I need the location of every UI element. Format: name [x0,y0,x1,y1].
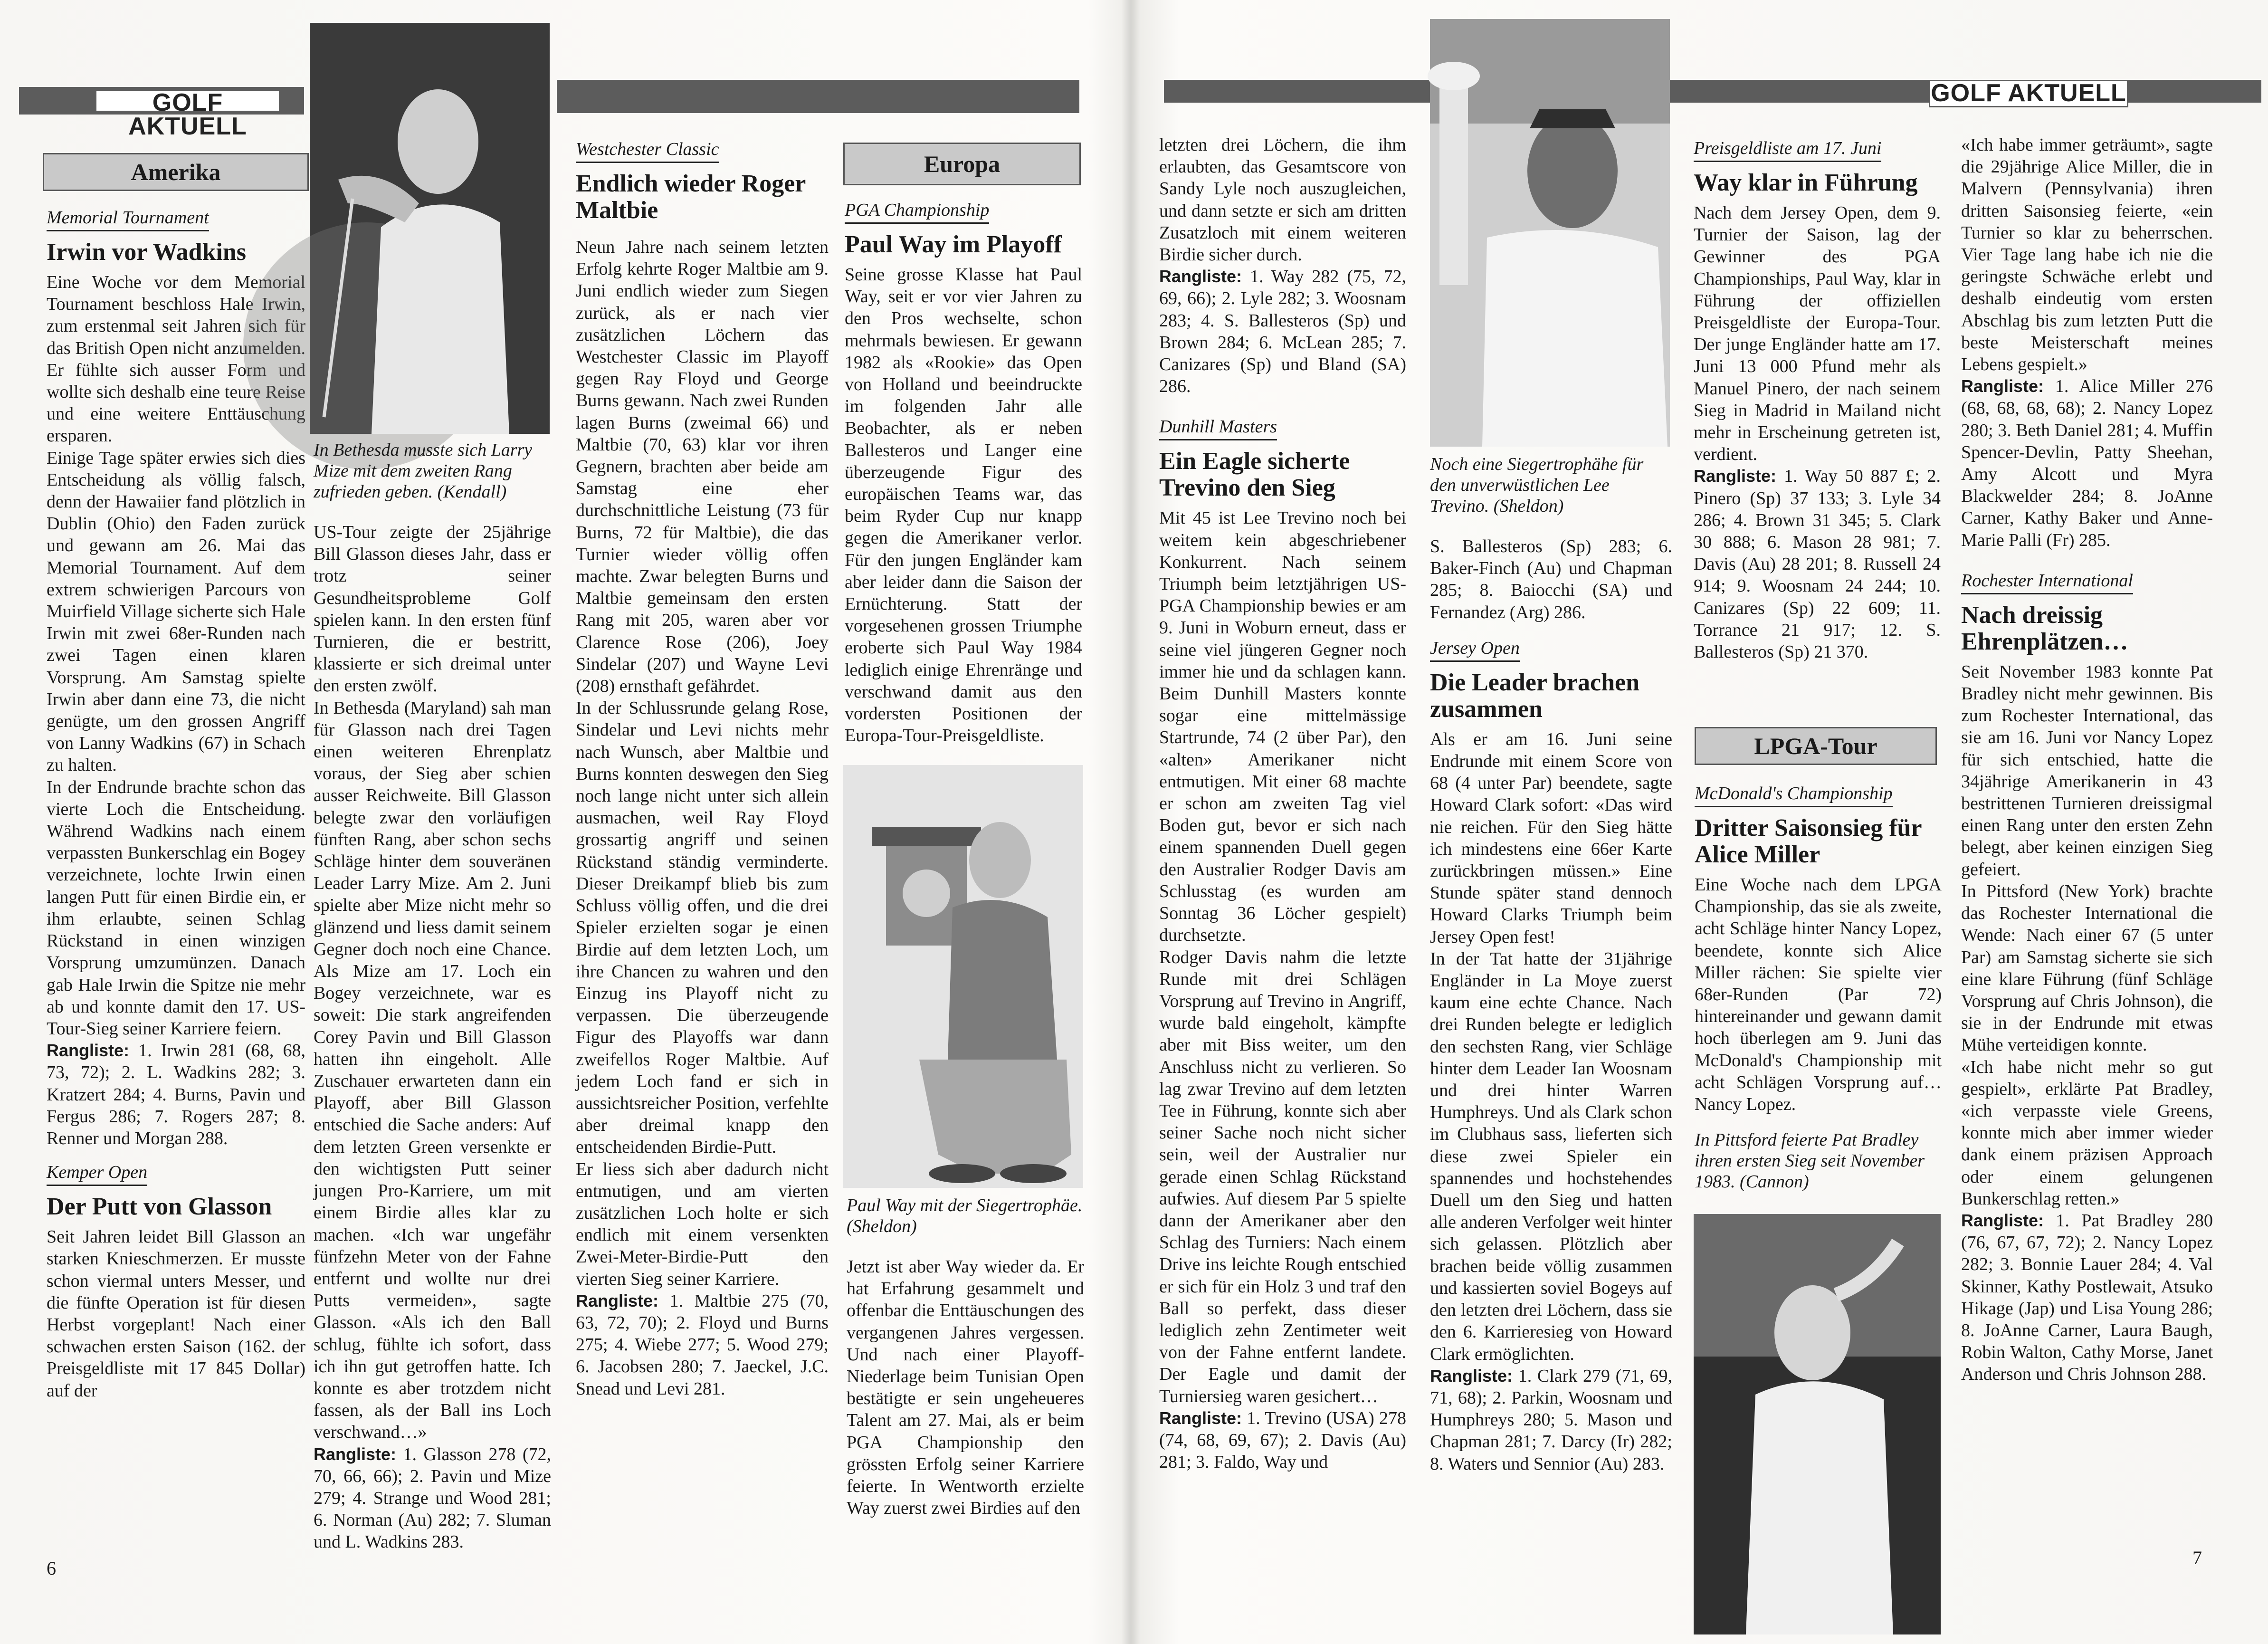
ranking-text: 1. Way 50 887 £; 2. Pinero (Sp) 37 133; 3. Lyle 34 286; 4. Brown 31 345; 5. Clark 30 888; 6. Mason 28 981; 7. Davis (Au) 28 201; 8. Russell 24 914; 9. Woosnam 24 244; 10. Canizares (Sp) 22 609; 11. Torrance 21 917; 12. S. Ballesteros (Sp) 21 370. [1694,466,1941,662]
paragraph: Rodger Davis nahm die letzte Runde mit drei Schlägen Vorsprung auf Trevino in Angriff, wurde bald eingeholt, kämpfte aber mit Biss weiter, um den Anschluss nicht zu verlieren. So lag zwar Trevino auf dem letzten Tee in Führung, konnte sich aber seiner Sache noch nicht sicher sein, weil der Australier nur gerade einen Schlag Rückstand aufwies. Auf diesem Par 5 spielte dann der Amerikaner aber den Schlag des Turniers: Nach einem Drive ins leichte Rough entschied er sich für ein Holz 3 und traf den Ball so perfekt, dass dieser lediglich zehn Zentimeter weit von der Fahne entfernt landete. Der Eagle und damit der Turniersieg waren gesichert… [1159,947,1406,1406]
ranking-text: 1. Irwin 281 (68, 68, 73, 72); 2. L. Wadkins 282; 3. Kratzert 284; 4. Burns, Pavin und Fergus 286; 7. Rogers 287; 8. Renner und Morgan 288. [47,1041,305,1148]
ranking-preisgeld [1694,465,1941,663]
column-4-lower [847,1195,1084,1519]
ranking-text: 1. Maltbie 275 (70, 63, 72, 70); 2. Floyd und Burns 275; 4. Wiebe 277; 5. Wood 279; 6. Jacobsen 280; 7. Jaeckel, J.C. Snead und Levi 281. [576,1290,829,1399]
ranking-label: Rangliste: [576,1290,659,1310]
article-preisgeld-body [1694,202,1941,465]
article-pga-body [845,264,1082,746]
headline-memorial: Irwin vor Wadkins [47,239,247,266]
column-2 [314,440,551,1552]
headline-dunhill: Ein Eagle sicherte Trevino den Sieg [1159,448,1350,502]
ranking-label: Rangliste: [1961,1210,2044,1230]
column-6 [1430,454,1672,1474]
article-rochester-body [1961,661,2213,1210]
column-4 [845,200,1082,760]
golfer-with-trophy [1430,19,1670,447]
ranking-dunhill [1159,1407,1406,1473]
photo-lee-trevino [1430,19,1670,447]
kicker-dunhill: Dunhill Masters [1159,416,1277,440]
paragraph: «Ich habe nicht mehr so gut gespielt», erklärte Pat Bradley, «ich verpasste viele Greens, konnte mich aber immer wieder dank einem präzisen Approach oder einem gelungenen Bunkerschlag retten.» [1961,1057,2213,1209]
photo-caption-trevino: Noch eine Siegertrophähe für den unverwüstlichen Lee Trevino. (Sheldon) [1430,454,1644,516]
headline-mcdonalds: Dritter Saisonsieg für Alice Miller [1695,814,1922,868]
paragraph: Seine grosse Klasse hat Paul Way, seit er vor vier Jahren zu den Pros wechselte, schon mehrmals bewiesen. Er gewann 1982 als «Rookie» das Open von Holland und beeindruckte im folgenden Jahr alle Beobachter, als er neben Ballesteros und Langer eine überzeugende Figur des europäischen Teams war, das beim Ryder Cup nur knapp gegen die Amerikaner verlor. Für den jungen Engländer kam aber leider dann die Saison der Ernüchterung. Statt der vorgesehenen grossen Triumphe eroberte sich Paul Way 1984 lediglich einige Ehrenränge und verschwand damit aus den vordersten Positionen der Europa-Tour-Preisgeldliste. [845,265,1082,746]
paragraph: In der Tat hatte der 31jährige Engländer in La Moye zuerst kaum eine echte Chance. Nach drei Runden belegte er lediglich den sechsten Rang, vier Schläge hinter dem Leader Ian Woosnam und drei hinter Warren Humphreys. Und als Clark schon im Clubhaus sass, lieferten sich diese zwei Spieler ein spannendes und hochstehendes Duell um den Sieg und hatten alle anderen Verfolger weit hinter sich gelassen. Plötzlich aber brachen beide völlig zusammen und kassierten soviel Bogeys auf den letzten drei Löchern, dass sie den 6. Karrieresieg von Howard Clark ermöglichten. [1430,948,1672,1364]
column-3 [576,139,829,1431]
photo-pat-bradley [1694,1214,1941,1634]
kicker-mcdonalds: McDonald's Championship [1695,783,1893,807]
article-miller-continued [1961,134,2213,375]
section-tag-left: GOLF AKTUELL [95,89,280,112]
headline-kemper: Der Putt von Glasson [47,1193,272,1221]
page-number-left: 6 [47,1558,56,1579]
ranking-kemper [314,1443,551,1553]
ranking-label: Rangliste: [47,1041,130,1061]
article-kemper-continued [314,521,551,1443]
photo-caption-bradley: In Pittsford feierte Pat Bradley ihren ersten Sieg seit November 1983. (Cannon) [1695,1130,1925,1192]
paragraph: Eine Woche vor dem Memorial Tournament beschloss Hale Irwin, zum erstenmal seit Jahren sich für das British Open nicht anzumelden. Er fühlte sich ausser Form und wollte sich deshalb eine teure Reise und eine weitere Enttäuschung ersparen. [47,272,305,446]
paragraph: «Ich habe immer geträumt», sagte die 29jährige Alice Miller, die in Malvern (Pennsylvania) ihren dritten Saisonsieg feierte, «ein Turnier so klar zu beherrschen. Vier Tage lang habe ich nie die geringste Schwäche erlebt und deshalb eindeutig vom ersten Abschlag bis zum letzten Putt die beste Meisterschaft meines Lebens gespielt.» [1961,135,2213,375]
headline-pga: Paul Way im Playoff [845,231,1062,258]
ranking-text: 1. Alice Miller 276 (68, 68, 68, 68); 2. Nancy Lopez 280; 3. Beth Daniel 281; 4. Muffin Spencer-Devlin, Patty Sheehan, Amy Alcott und Myra Blackwelder 284; 8. JoAnne Carner, Kathy Baker und Anne-Marie Palli (Fr) 285. [1961,376,2213,550]
paragraph: letzten drei Löchern, die ihm erlaubten, das Gesamtscore von Sandy Lyle noch auszugleichen, und dann setzte er sich am dritten Zusatzloch mit einem weiteren Birdie sicher durch. [1159,135,1406,265]
paragraph: Jetzt ist aber Way wieder da. Er hat Erfahrung gesammelt und offenbar die Enttäuschungen des vergangenen Jahres vergessen. Und nach einer Playoff-Niederlage beim Tunisian Open bestätigte er sein ungeheueres Talent am 27. Mai, als er beim PGA Championship den grössten Erfolg seiner Karriere feierte. In Wentworth erzielte Way zuerst zwei Birdies auf den [847,1257,1084,1519]
headline-westchester: Endlich wieder Roger Maltbie [576,170,806,224]
article-mcdonalds-body [1695,874,1942,1115]
paragraph: Seit November 1983 konnte Pat Bradley nicht mehr gewinnen. Bis zum Rochester International, das sie am 16. Juni vor Nancy Lopez für sich entschied, hatte die 34jährige Amerikanerin in 43 bestrittenen Turnieren dreissigmal einen Rang unter den ersten Zehn belegt, aber keinen einzigen Sieg gefeiert. [1961,661,2213,879]
headline-jersey: Die Leader brachen zusammen [1430,669,1639,723]
article-dunhill-body [1159,507,1406,1407]
kicker-jersey: Jersey Open [1430,638,1520,662]
golfer-silhouette [1694,1214,1941,1634]
paragraph: In Pittsford (New York) brachte das Rochester International die Wende: Nach einer 67 (5 unter Par) am Samstag sicherte sie sich eine klare Führung (fünf Schläge Vorsprung auf Chris Johnson), die sie in der Endrunde mit etwas Mühe verteidigen konnte. [1961,881,2213,1055]
ranking-text: 1. Clark 279 (71, 69, 71, 68); 2. Parkin, Woosnam und Humphreys 280; 5. Mason und Chapman 281; 7. Darcy (Ir) 282; 8. Waters und Sennior (Au) 283. [1430,1366,1672,1474]
ranking-label: Rangliste: [314,1444,397,1464]
headline-rochester: Nach dreissig Ehrenplätzen… [1961,601,2128,655]
kicker-pga: PGA Championship [845,200,989,224]
ranking-text: 1. Trevino (USA) 278 (74, 68, 69, 67); 2. Davis (Au) 281; 3. Faldo, Way und [1159,1408,1406,1472]
section-box-amerika: Amerika [43,153,309,191]
ranking-text: 1. Pat Bradley 280 (76, 67, 67, 72); 2. Nancy Lopez 282; 3. Bonnie Lauer 284; 4. Val Skinner, Kathy Postlewait, Atsuko Hikage (Jap) und Lisa Young 286; 8. JoAnne Carner, Laura Baugh, Robin Walton, Cathy Morse, Janet Anderson und Chris Johnson 288. [1961,1210,2213,1385]
page-number-right: 7 [2192,1547,2202,1568]
ranking-text: S. Ballesteros (Sp) 283; 6. Baker-Finch (Au) und Chapman 285; 8. Baiocchi (SA) und Fernandez (Arg) 286. [1430,536,1672,622]
ranking-label: Rangliste: [1430,1366,1513,1386]
article-kemper-body [47,1226,305,1402]
kicker-westchester: Westchester Classic [576,139,719,163]
ranking-label: Rangliste: [1159,1408,1242,1428]
kicker-memorial: Memorial Tournament [47,207,209,231]
paragraph: Als er am 16. Juni seine Endrunde mit einem Score von 68 (4 unter Par) beendete, sagte Howard Clark sofort: «Das wird nie reichen. Für den Sieg hätte ich mindestens eine 66er Karte zurückbringen müssen.» Eine Stunde später stand dennoch Howard Clarks Triumph beim Jersey Open fest! [1430,729,1672,947]
photo-caption-way: Paul Way mit der Siegertrophäe. (Sheldon) [847,1195,1083,1236]
column-7-lower [1695,783,1942,1211]
ranking-text: 1. Way 282 (75, 72, 69, 66); 2. Lyle 282; 3. Woosnam 283; 4. S. Ballesteros (Sp) und Brown 284; 6. McLean 285; 7. Canizares (Sp) und Bland (SA) 286. [1159,267,1406,397]
section-box-lpga: LPGA-Tour [1695,727,1937,765]
column-8 [1961,134,2213,1445]
ranking-label: Rangliste: [1159,267,1242,287]
headline-preisgeld: Way klar in Führung [1694,169,1918,196]
page-gutter [1121,0,1140,1644]
ranking-westchester [576,1290,829,1400]
article-pga-continued [847,1256,1084,1519]
ranking-label: Rangliste: [1961,376,2044,396]
paragraph: Eine Woche nach dem LPGA Championship, das sie als zweite, acht Schläge hinter Nancy Lopez, beendete, konnte sich Alice Miller rächen: Sie spielte vier 68er-Runden (Par 72) hintereinander und gewann damit hoch überlegen am 9. Juni das McDonald's Championship mit acht Schlägen Vorsprung auf… Nancy Lopez. [1695,875,1942,1115]
paragraph: Nach dem Jersey Open, dem 9. Turnier der Saison, lag der Gewinner des PGA Championships, Paul Way, klar in Führung der offiziellen Preisgeldliste der Europa-Tour. Der junge Engländer hatte am 17. Juni 13 000 Pfund mehr als Manuel Pinero, der nach seinem Sieg in Madrid in Mailand nicht mehr in Erscheinung getreten ist, verdient. [1694,203,1941,465]
ranking-text: 1. Glasson 278 (72, 70, 66, 66); 2. Pavin und Mize 279; 4. Strange und Wood 281; 6. Norman (Au) 282; 7. Sluman und L. Wadkins 283. [314,1444,551,1552]
paragraph: Er liess sich aber dadurch nicht entmutigen, und am vierten zusätzlichen Loch holte er sich endlich mit einem versenkten Zwei-Meter-Birdie-Putt den vierten Sieg seiner Karriere. [576,1159,829,1289]
kicker-preisgeld: Preisgeldliste am 17. Juni [1694,138,1881,162]
column-5 [1159,134,1406,1472]
header-bar-left-2 [557,80,1079,113]
photo-caption-mize: In Bethesda musste sich Larry Mize mit dem zweiten Rang zufrieden geben. (Kendall) [314,440,533,502]
ranking-rochester [1961,1210,2213,1386]
paragraph: US-Tour zeigte der 25jährige Bill Glasson dieses Jahr, dass er trotz seiner Gesundheitsprobleme Golf spielen kann. In den ersten fünf Turnieren, die er bestritt, klassierte er sich dreimal unter den ersten zwölf. [314,522,551,696]
paragraph: Seit Jahren leidet Bill Glasson an starken Knieschmerzen. Er musste schon viermal unters Messer, und die fünfte Operation ist für diesen Herbst vorgeplant! Nach einer schwachen ersten Saison (162. der Preisgeldliste mit 17 845 Dollar) auf der [47,1227,305,1401]
paragraph: Mit 45 ist Lee Trevino noch bei weitem kein abgeschriebener Konkurrent. Nach seinem Triumph beim letztjährigen US-PGA Championship bewies er am 9. Juni in Woburn erneut, dass er seine viel jüngeren Gegner noch immer hie und da schlagen kann. Beim Dunhill Masters konnte sogar eine mittelmässige Startrunde, 74 (2 über Par), den «alten» Amerikaner nicht entmutigen. Mit einer 68 machte er schon am zweiten Tag viel Boden gut, bevor er sich nach einem spannenden Duell gegen den Australier Rodger Davis am Schlusstag (es wurden am Sonntag 36 Löcher gespielt) durchsetzte. [1159,508,1406,946]
kicker-kemper: Kemper Open [47,1162,147,1186]
article-pga-continued-right [1159,134,1406,266]
ranking-jersey [1430,1365,1672,1475]
column-7 [1694,138,1941,717]
section-tag-right: GOLF AKTUELL [1929,80,2128,107]
golfer-silhouette [310,23,550,434]
paragraph: In Bethesda (Maryland) sah man für Glasson nach drei Tagen einen weiteren Ehrenplatz voraus, der Sieg aber schien ausser Reichweite. Bill Glasson belegte zwar den vorläufigen fünften Rang, aber schon sechs Schläge hinter dem souveränen Leader Larry Mize. Am 2. Juni spielte aber Mize nicht mehr so glänzend und liess damit seinem Gegner doch noch eine Chance. Als Mize am 17. Loch ein Bogey verzeichnete, war es soweit: Die stark angreifenden Corey Pavin und Bill Glasson hatten ihn eingeholt. Alle Zuschauer erwarteten dann ein Playoff, aber Bill Glasson entschied die Sache anders: Auf dem letzten Green versenkte er den wichtigsten Putt seiner jungen Pro-Karriere, um mit einem Birdie alles klar zu machen. «Ich war ungefähr fünfzehn Meter von der Fahne entfernt und wollte nur drei Putts vermeiden», sagte Glasson. «Als ich den Ball schlug, fühlte ich sofort, dass ich ihn gut getroffen hatte. Ich konnte es aber trotzdem nicht fassen, als der Ball ins Loch verschwand…» [314,698,551,1443]
ranking-pga [1159,266,1406,397]
article-jersey-body [1430,728,1672,1365]
paragraph: Neun Jahre nach seinem letzten Erfolg kehrte Roger Maltbie am 9. Juni endlich wieder zum Siegen zurück, als er nach vier zusätzlichen Löchern das Westchester Classic im Playoff gegen Ray Floyd und George Burns gewann. Nach zwei Runden lagen Burns (zweimal 66) und Maltbie (70, 63) klar vor ihren Gegnern, brachten aber beide am Samstag eine eher durchschnittliche Leistung (73 für Burns, 72 für Maltbie), die das Turnier wieder völlig offen machte. Zwar belegten Burns und Maltbie gemeinsam den ersten Rang mit 205, waren aber vor Clarence Rose (206), Joey Sindelar (207) und Wayne Levi (208) ernsthaft gefährdet. [576,237,829,697]
ranking-dunhill-continued [1430,535,1672,623]
ranking-label: Rangliste: [1694,466,1777,486]
golfer-with-trophy [843,765,1083,1188]
photo-larry-mize [310,23,550,434]
article-westchester-body [576,236,829,1290]
photo-paul-way [843,765,1083,1188]
section-box-europa: Europa [843,143,1081,185]
ranking-mcdonalds [1961,375,2213,551]
kicker-rochester: Rochester International [1961,570,2133,594]
ranking-memorial [47,1040,305,1149]
paragraph: In der Endrunde brachte schon das vierte Loch die Entscheidung. Während Wadkins nach einem verpassten Bunkerschlag ein Bogey verzeichnete, lochte Irwin einen langen Putt für einen Birdie ein, er ihm erlaubte, seinen Schlag Rückstand in einen winzigen Vorsprung umzumünzen. Danach gab Hale Irwin die Spitze nie mehr ab und konnte damit den 17. US-Tour-Sieg seiner Karriere feiern. [47,777,305,1039]
paragraph: In der Schlussrunde gelang Rose, Sindelar und Levi nichts mehr nach Wunsch, aber Maltbie und Burns konnten deswegen den Sieg noch lange nicht unter sich allein ausmachen, weil Ray Floyd grossartig angriff und seinen Rückstand ständig verminderte. Dieser Dreikampf blieb bis zum Schluss völlig offen, und die drei Spieler erzielten sogar je einen Birdie auf dem letzten Loch, um ihre Chancen zu wahren und den Einzug ins Playoff nicht zu verpassen. Die überzeugende Figur des Playoffs war dann zweifellos Roger Maltbie. Auf jedem Loch fand er sich in aussichtsreicher Position, verfehlte aber dreimal knapp den entscheidenden Birdie-Putt. [576,698,829,1157]
paragraph: Einige Tage später erwies sich dies Entscheidung als völlig falsch, denn der Hawaiier fand plötzlich in Dublin (Ohio) den Faden zurück und gewann am 26. Mai das Memorial Tournament. Auf dem extrem schwierigen Parcours von Muirfield Village sicherte sich Hale Irwin mit zwei 68er-Runden nach zwei Tagen einen klaren Vorsprung. Am Samstag spielte Irwin aber dann eine 73, die nicht genügte, um den grossen Angriff von Lanny Wadkins (67) in Schach zu halten. [47,448,305,775]
